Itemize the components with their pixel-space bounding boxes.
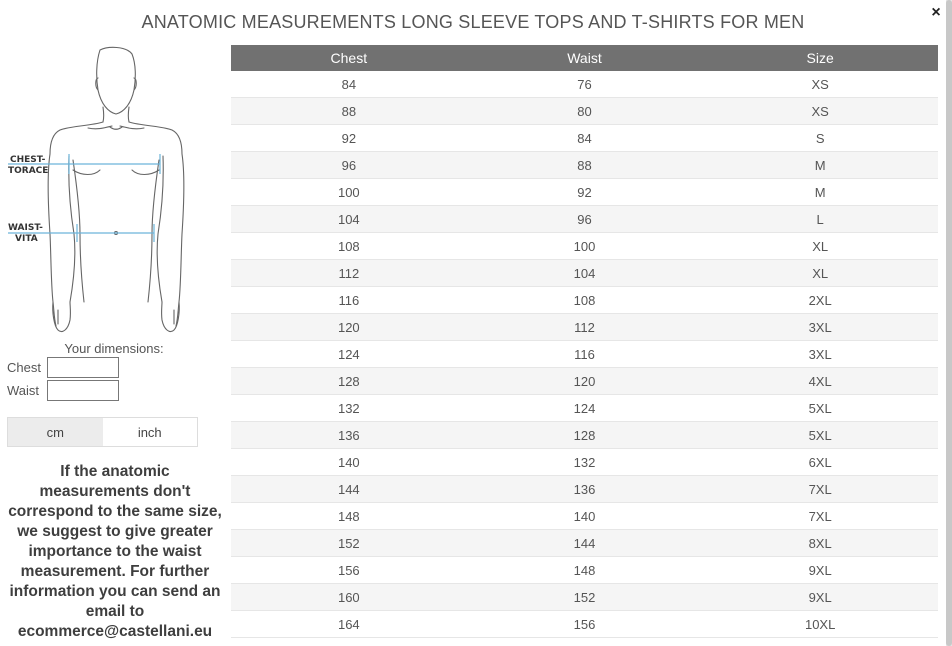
table-cell-size: 5XL (702, 422, 938, 449)
table-cell-size: XS (702, 71, 938, 98)
table-cell-size: 9XL (702, 584, 938, 611)
table-cell-chest: 104 (231, 206, 467, 233)
table-row (231, 260, 938, 287)
table-cell-size: 5XL (702, 395, 938, 422)
table-cell-chest: 160 (231, 584, 467, 611)
table-row (231, 206, 938, 233)
scrollbar-thumb[interactable] (946, 0, 952, 646)
table-cell-size: 6XL (702, 449, 938, 476)
modal-title: ANATOMIC MEASUREMENTS LONG SLEEVE TOPS AND T-SHIRTS FOR MEN (141, 12, 805, 32)
table-cell-chest: 100 (231, 179, 467, 206)
table-cell-waist: 144 (467, 530, 703, 557)
table-cell-chest: 156 (231, 557, 467, 584)
header-waist: Waist (467, 45, 703, 71)
table-cell-chest: 116 (231, 287, 467, 314)
table-cell-chest: 120 (231, 314, 467, 341)
table-cell-size: 9XL (702, 557, 938, 584)
table-cell-chest: 136 (231, 422, 467, 449)
table-row (231, 179, 938, 206)
table-cell-waist: 108 (467, 287, 703, 314)
unit-toggle (7, 417, 198, 447)
table-cell-size: 2XL (702, 287, 938, 314)
table-cell-waist: 136 (467, 476, 703, 503)
table-cell-waist: 152 (467, 584, 703, 611)
table-cell-size: 4XL (702, 368, 938, 395)
table-cell-waist: 148 (467, 557, 703, 584)
table-row (231, 530, 938, 557)
waist-input[interactable] (47, 380, 119, 401)
table-cell-chest: 88 (231, 98, 467, 125)
table-cell-waist: 76 (467, 71, 703, 98)
table-cell-size: 3XL (702, 314, 938, 341)
table-cell-chest: 84 (231, 71, 467, 98)
table-row (231, 368, 938, 395)
table-cell-chest: 112 (231, 260, 467, 287)
header-chest: Chest (231, 45, 467, 71)
close-icon[interactable]: × (931, 4, 941, 21)
table-row (231, 503, 938, 530)
table-cell-size: XL (702, 233, 938, 260)
table-cell-size: S (702, 125, 938, 152)
table-cell-waist: 124 (467, 395, 703, 422)
table-cell-size: 10XL (702, 611, 938, 638)
table-row (231, 287, 938, 314)
table-row (231, 314, 938, 341)
table-row (231, 125, 938, 152)
table-cell-chest: 132 (231, 395, 467, 422)
table-cell-size: 7XL (702, 503, 938, 530)
table-cell-size: M (702, 179, 938, 206)
table-cell-waist: 92 (467, 179, 703, 206)
table-row (231, 233, 938, 260)
size-table (231, 45, 938, 638)
table-cell-waist: 112 (467, 314, 703, 341)
size-advice-note: If the anatomic measurements don't correspond to the same size, we suggest to give greater importance to the waist measurement. For further information you can send an email to ecommerce@castellani.eu (8, 463, 222, 640)
table-cell-waist: 128 (467, 422, 703, 449)
table-cell-waist: 100 (467, 233, 703, 260)
unit-inch-button[interactable]: inch (137, 424, 162, 440)
unit-cm-button[interactable]: cm (8, 418, 103, 446)
table-cell-waist: 132 (467, 449, 703, 476)
table-row (231, 557, 938, 584)
table-cell-waist: 120 (467, 368, 703, 395)
table-cell-waist: 84 (467, 125, 703, 152)
table-row (231, 422, 938, 449)
table-row (231, 152, 938, 179)
waist-label-2: VITA (15, 234, 38, 244)
table-cell-size: 7XL (702, 476, 938, 503)
table-cell-chest: 144 (231, 476, 467, 503)
waist-label-1: WAIST- (8, 223, 43, 233)
table-cell-chest: 108 (231, 233, 467, 260)
table-row (231, 98, 938, 125)
size-table-body (231, 71, 938, 638)
table-row (231, 611, 938, 638)
table-row (231, 449, 938, 476)
chest-label-1: CHEST- (10, 155, 46, 165)
table-cell-size: XL (702, 260, 938, 287)
table-cell-size: XS (702, 98, 938, 125)
table-cell-waist: 140 (467, 503, 703, 530)
table-cell-waist: 96 (467, 206, 703, 233)
table-row (231, 395, 938, 422)
table-cell-chest: 124 (231, 341, 467, 368)
table-cell-size: 3XL (702, 341, 938, 368)
chest-label-2: TORACE (8, 166, 49, 176)
header-size: Size (702, 45, 938, 71)
table-cell-chest: 148 (231, 503, 467, 530)
table-row (231, 71, 938, 98)
table-cell-size: M (702, 152, 938, 179)
table-cell-waist: 156 (467, 611, 703, 638)
table-cell-waist: 80 (467, 98, 703, 125)
table-row (231, 341, 938, 368)
table-cell-chest: 152 (231, 530, 467, 557)
table-cell-chest: 128 (231, 368, 467, 395)
table-cell-chest: 92 (231, 125, 467, 152)
waist-field-label: Waist (7, 383, 40, 398)
table-row (231, 476, 938, 503)
table-cell-size: 8XL (702, 530, 938, 557)
table-cell-waist: 116 (467, 341, 703, 368)
table-cell-chest: 96 (231, 152, 467, 179)
body-measurement-figure (0, 44, 230, 340)
chest-input[interactable] (47, 357, 119, 378)
table-row (231, 584, 938, 611)
table-cell-waist: 104 (467, 260, 703, 287)
chest-field-label: Chest (7, 360, 41, 375)
table-header-row (231, 45, 938, 71)
table-cell-size: L (702, 206, 938, 233)
table-cell-chest: 140 (231, 449, 467, 476)
table-cell-waist: 88 (467, 152, 703, 179)
your-dimensions-heading: Your dimensions: (64, 341, 164, 356)
table-cell-chest: 164 (231, 611, 467, 638)
